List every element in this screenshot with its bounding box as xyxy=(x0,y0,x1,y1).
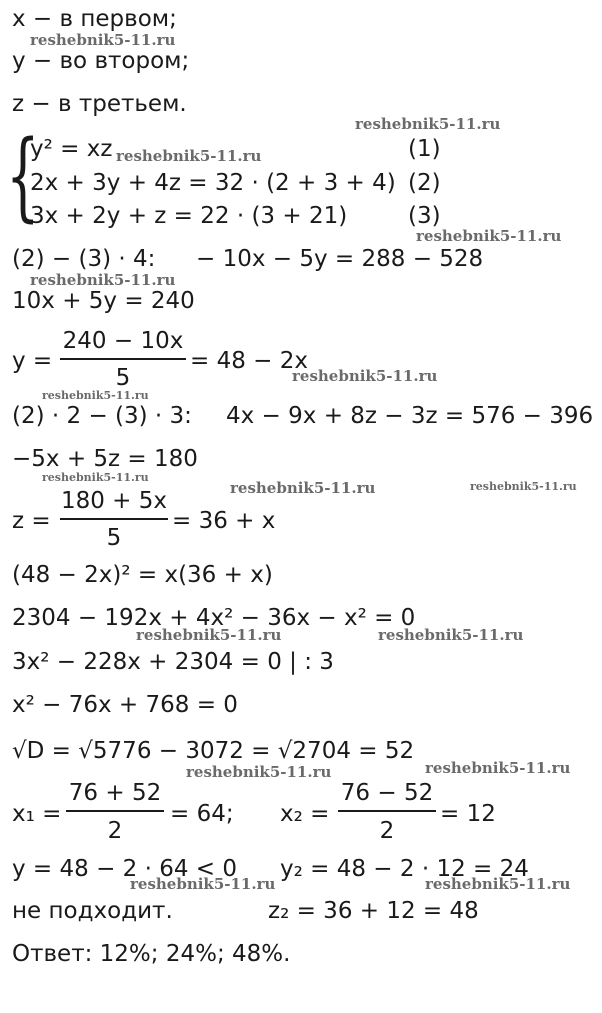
y-fraction-bar xyxy=(60,358,186,360)
root-x2-result: = 12 xyxy=(440,801,496,827)
y-fraction-numerator: 240 − 10x xyxy=(62,328,184,354)
answer: Ответ: 12%; 24%; 48%. xyxy=(12,941,291,967)
y1-check: y = 48 − 2 · 64 < 0 xyxy=(12,856,238,882)
step-two-label: (2) · 2 − (3) · 3: xyxy=(12,403,192,429)
y-result: = 48 − 2x xyxy=(190,348,308,374)
watermark: reshebnik5-11.ru xyxy=(30,271,176,289)
watermark: reshebnik5-11.ru xyxy=(378,626,524,644)
y-fraction-denominator: 5 xyxy=(115,365,131,391)
root-x2-label: x₂ = xyxy=(280,801,330,827)
watermark: reshebnik5-11.ru xyxy=(136,626,282,644)
watermark: reshebnik5-11.ru xyxy=(425,759,571,777)
root-x2-bar xyxy=(338,810,436,812)
eq-number-2: (2) xyxy=(408,170,441,196)
watermark: reshebnik5-11.ru xyxy=(130,875,276,893)
watermark: reshebnik5-11.ru xyxy=(42,389,149,402)
root-x1-denominator: 2 xyxy=(107,818,123,844)
step-eliminate-label: (2) − (3) · 4: xyxy=(12,246,156,272)
equation-5x-5z: −5x + 5z = 180 xyxy=(12,446,198,472)
watermark: reshebnik5-11.ru xyxy=(230,479,376,497)
eq-number-3: (3) xyxy=(408,203,441,229)
watermark: reshebnik5-11.ru xyxy=(116,147,262,165)
system-brace: { xyxy=(6,120,40,232)
system-eq-2: 2x + 3y + 4z = 32 · (2 + 3 + 4) xyxy=(30,170,396,196)
watermark: reshebnik5-11.ru xyxy=(292,367,438,385)
equation-10x-5y: 10x + 5y = 240 xyxy=(12,288,195,314)
system-eq-3: 3x + 2y + z = 22 · (3 + 21) xyxy=(30,203,348,229)
line-x-first: x − в первом; xyxy=(12,6,177,32)
step-two-result: 4x − 9x + 8z − 3z = 576 − 396 xyxy=(226,403,594,429)
system-eq-1: y² = xz xyxy=(30,136,113,162)
y-equals: y = xyxy=(12,348,53,374)
y2-value: y₂ = 48 − 2 · 12 = 24 xyxy=(280,856,529,882)
root-x1-numerator: 76 + 52 xyxy=(68,780,162,806)
z-result: = 36 + x xyxy=(172,508,276,534)
watermark: reshebnik5-11.ru xyxy=(30,31,176,49)
step-eliminate-result: − 10x − 5y = 288 − 528 xyxy=(196,246,484,272)
root-x2-numerator: 76 − 52 xyxy=(340,780,434,806)
line-z-third: z − в третьем. xyxy=(12,91,187,117)
z-equals: z = xyxy=(12,508,51,534)
reduced-quadratic: x² − 76x + 768 = 0 xyxy=(12,692,238,718)
root-x1-label: x₁ = xyxy=(12,801,62,827)
root-x1-result: = 64; xyxy=(170,801,234,827)
z-fraction-denominator: 5 xyxy=(106,525,122,551)
watermark: reshebnik5-11.ru xyxy=(425,875,571,893)
watermark: reshebnik5-11.ru xyxy=(355,115,501,133)
substitution: (48 − 2x)² = x(36 + x) xyxy=(12,562,273,588)
not-suitable: не подходит. xyxy=(12,898,173,924)
expanded-equation: 2304 − 192x + 4x² − 36x − x² = 0 xyxy=(12,605,416,631)
line-y-second: y − во втором; xyxy=(12,48,190,74)
z-fraction-bar xyxy=(60,518,168,520)
discriminant: √D = √5776 − 3072 = √2704 = 52 xyxy=(12,738,415,764)
root-x2-denominator: 2 xyxy=(379,818,395,844)
root-x1-bar xyxy=(66,810,164,812)
z-fraction-numerator: 180 + 5x xyxy=(60,488,168,514)
z2-value: z₂ = 36 + 12 = 48 xyxy=(268,898,479,924)
watermark: reshebnik5-11.ru xyxy=(186,763,332,781)
watermark: reshebnik5-11.ru xyxy=(416,227,562,245)
watermark: reshebnik5-11.ru xyxy=(470,480,577,493)
eq-number-1: (1) xyxy=(408,136,441,162)
quadratic-equation: 3x² − 228x + 2304 = 0 | : 3 xyxy=(12,649,334,675)
watermark: reshebnik5-11.ru xyxy=(42,471,149,484)
